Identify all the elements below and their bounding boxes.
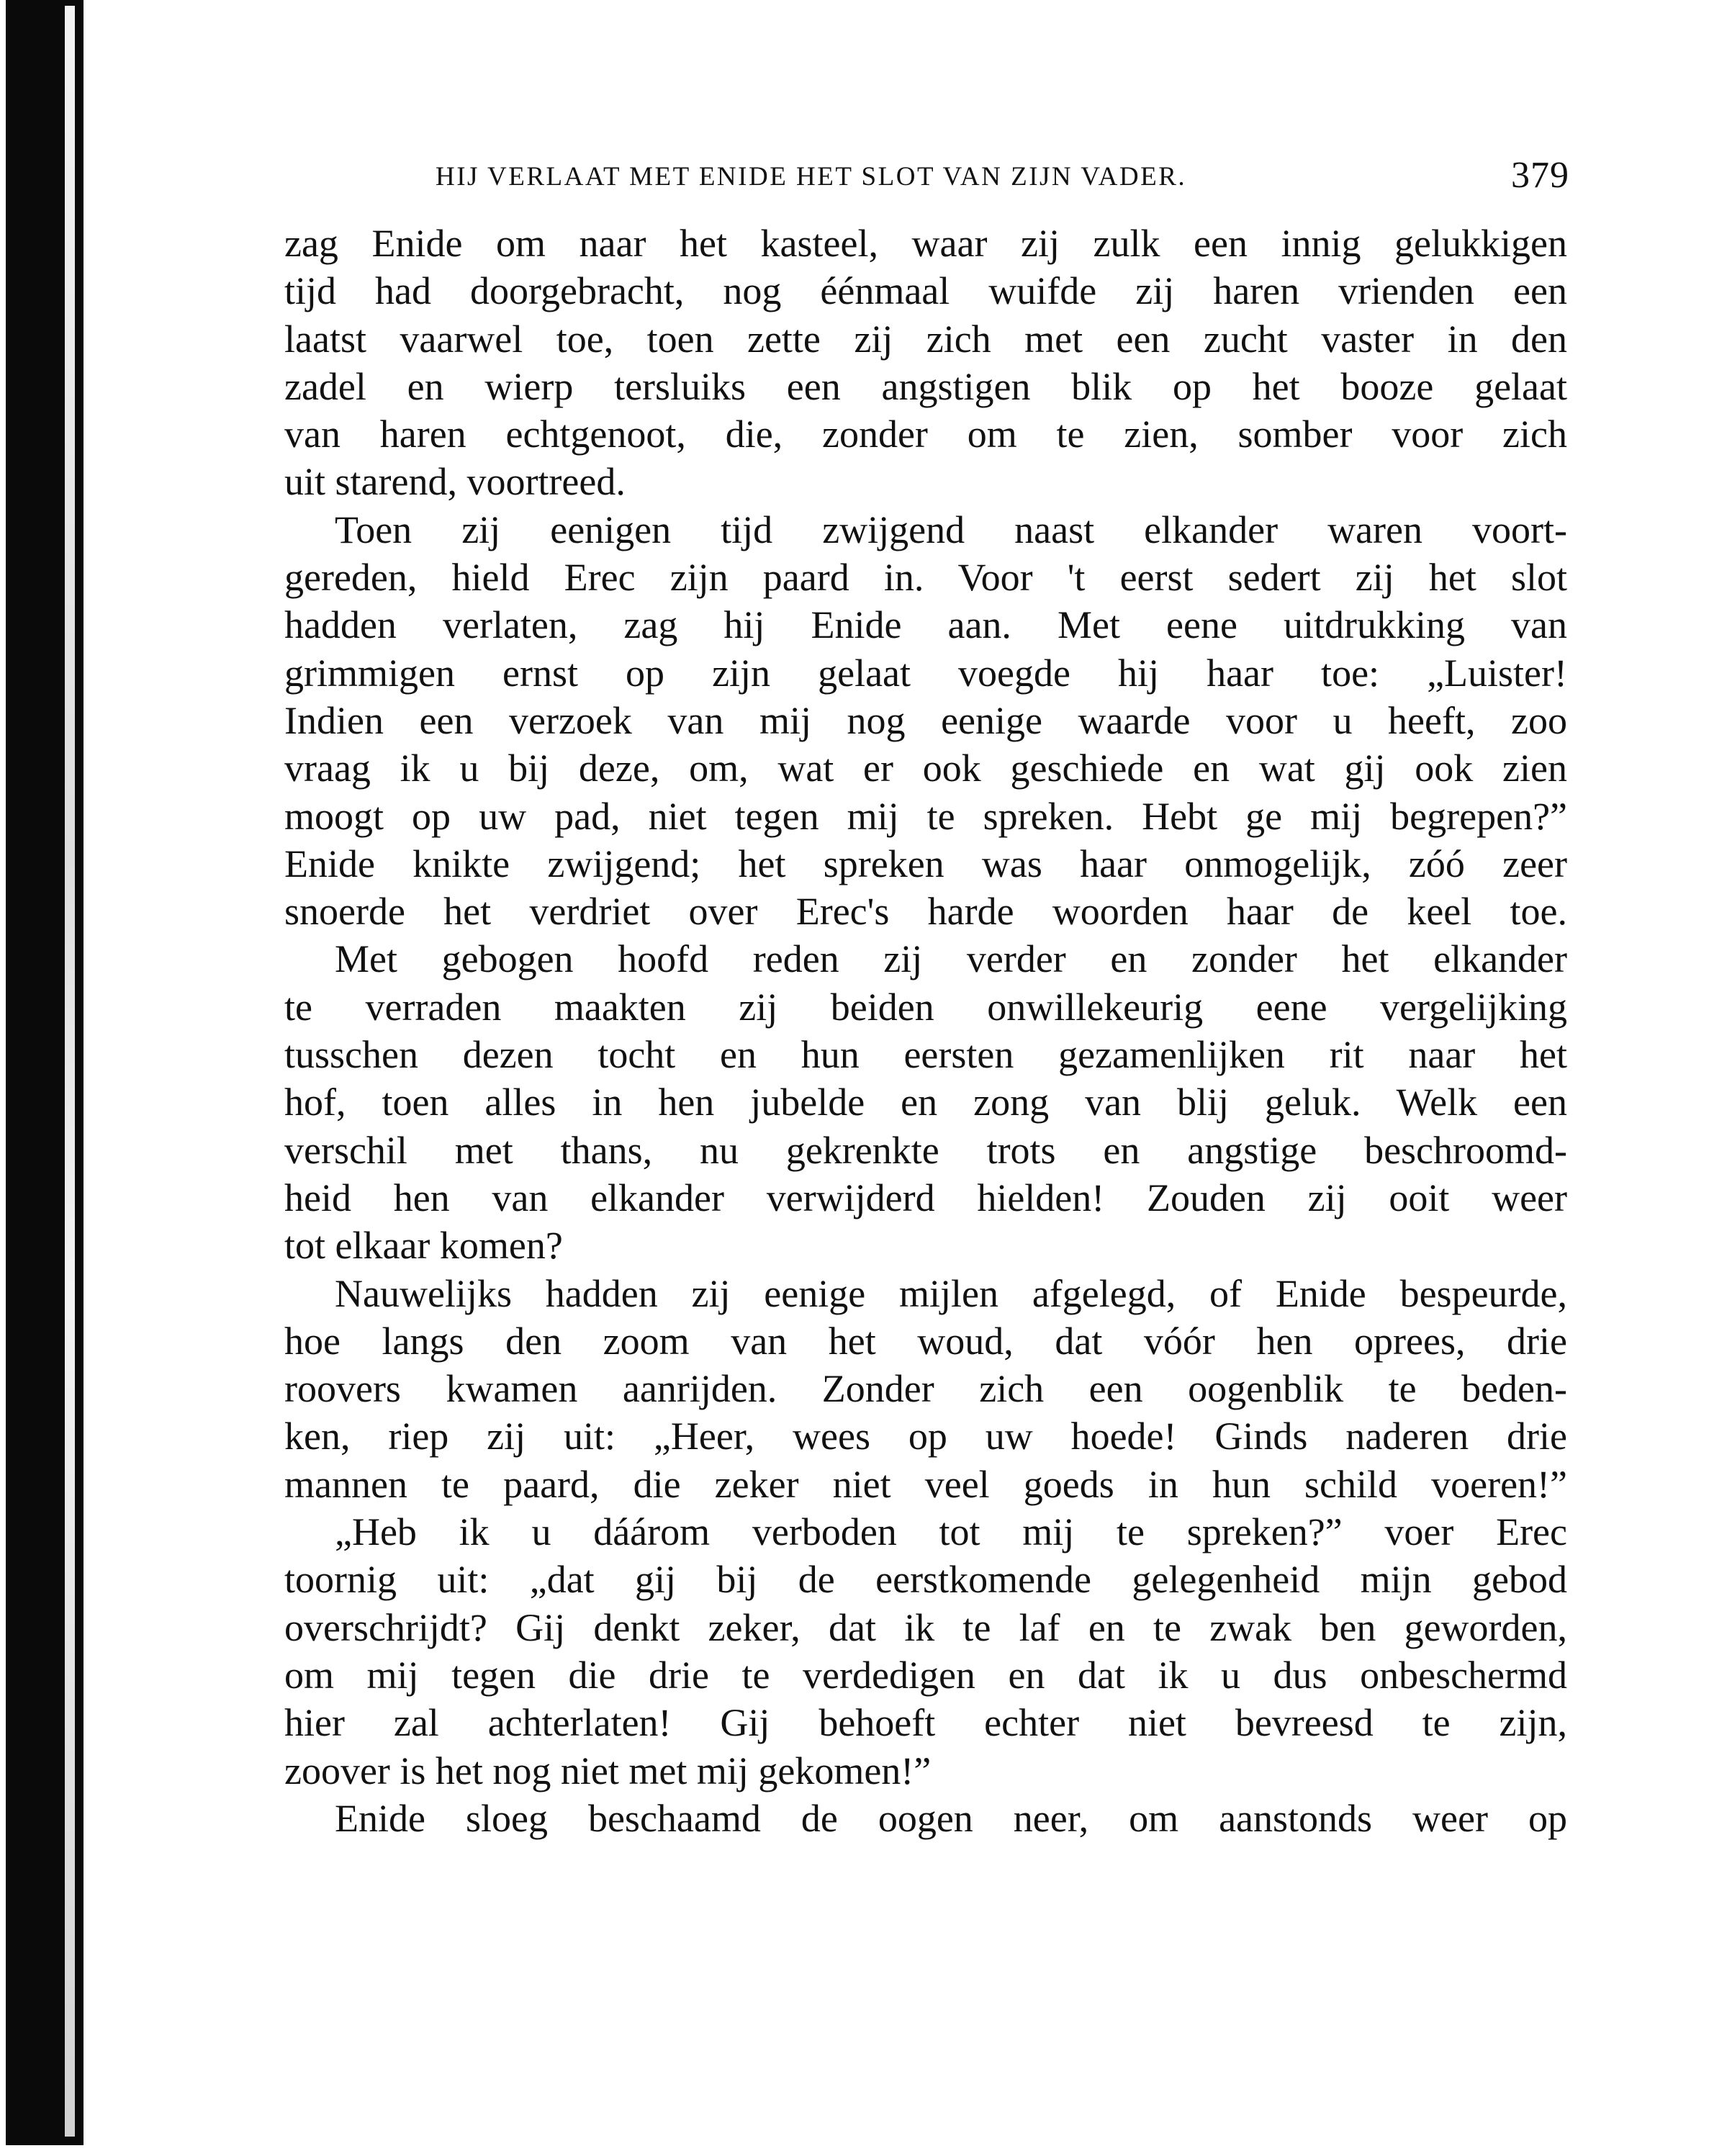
text-line: toornig uit: „dat gij bij de eerstkomende gelegenheid mijn gebod <box>284 1558 1567 1602</box>
text-line: vraag ik u bij deze, om, wat er ook geschiede en wat gij ook zien <box>284 747 1567 790</box>
text-line: van haren echtgenoot, die, zonder om te zien, somber voor zich <box>284 412 1567 456</box>
text-line: heid hen van elkander verwijderd hielden! Zouden zij ooit weer <box>284 1176 1567 1219</box>
text-line: zoover is het nog niet met mij gekomen!” <box>284 1749 932 1792</box>
text-line: „Heb ik u dáárom verboden tot mij te spreken?” voer Erec <box>335 1510 1567 1554</box>
body-text <box>284 220 1567 1842</box>
text-line: roovers kwamen aanrijden. Zonder zich een oogenblik te beden- <box>284 1367 1567 1411</box>
text-line: zadel en wierp tersluiks een angstigen blik op het booze gelaat <box>284 364 1567 408</box>
text-line: ken, riep zij uit: „Heer, wees op uw hoede! Ginds naderen drie <box>284 1415 1567 1458</box>
text-line: Nauwelijks hadden zij eenige mijlen afgelegd, of Enide bespeurde, <box>335 1271 1567 1315</box>
text-line: tijd had doorgebracht, nog éénmaal wuifde zij haren vrienden een <box>284 269 1567 313</box>
binding-highlight-stripe <box>65 6 75 2137</box>
text-line: grimmigen ernst op zijn gelaat voegde hij haar toe: „Luister! <box>284 651 1567 695</box>
text-line: mannen te paard, die zeker niet veel goeds in hun schild voeren!” <box>284 1462 1567 1506</box>
text-line: hof, toen alles in hen jubelde en zong van blij geluk. Welk een <box>284 1081 1567 1124</box>
text-line: snoerde het verdriet over Erec's harde woorden haar de keel toe. <box>284 890 1567 934</box>
text-line: hier zal achterlaten! Gij behoeft echter niet bevreesd te zijn, <box>284 1701 1567 1745</box>
text-line: Toen zij eenigen tijd zwijgend naast elkander waren voort- <box>335 508 1567 551</box>
text-line: om mij tegen die drie te verdedigen en dat ik u dus onbeschermd <box>284 1653 1567 1697</box>
text-line: tot elkaar komen? <box>284 1224 563 1268</box>
text-line: zag Enide om naar het kasteel, waar zij zulk een innig gelukkigen <box>284 222 1567 265</box>
text-line: laatst vaarwel toe, toen zette zij zich met een zucht vaster in den <box>284 317 1567 361</box>
text-line: gereden, hield Erec zijn paard in. Voor 't eerst sedert zij het slot <box>284 556 1567 600</box>
text-line: tusschen dezen tocht en hun eersten gezamenlijken rit naar het <box>284 1033 1567 1077</box>
text-line: Met gebogen hoofd reden zij verder en zonder het elkander <box>335 937 1567 981</box>
text-line: moogt op uw pad, niet tegen mij te spreken. Hebt ge mij begrepen?” <box>284 794 1567 838</box>
text-line: Indien een verzoek van mij nog eenige waarde voor u heeft, zoo <box>284 698 1567 742</box>
text-line: hadden verlaten, zag hij Enide aan. Met eene uitdrukking van <box>284 603 1567 647</box>
text-line: te verraden maakten zij beiden onwillekeurig eene vergelijking <box>284 985 1567 1029</box>
text-line: verschil met thans, nu gekrenkte trots en angstige beschroomd- <box>284 1128 1567 1172</box>
text-line: uit starend, voortreed. <box>284 460 626 504</box>
running-head-title: HIJ VERLAAT MET ENIDE HET SLOT VAN ZIJN VADER. <box>436 162 1187 191</box>
text-line: Enide knikte zwijgend; het spreken was haar onmogelijk, zóó zeer <box>284 842 1567 885</box>
running-head <box>436 154 1569 197</box>
book-binding-edge <box>6 0 84 2145</box>
page-number: 379 <box>1511 155 1569 196</box>
text-line: hoe langs den zoom van het woud, dat vóór hen oprees, drie <box>284 1319 1567 1363</box>
text-line: overschrijdt? Gij denkt zeker, dat ik te laf en te zwak ben geworden, <box>284 1605 1567 1649</box>
text-line: Enide sloeg beschaamd de oogen neer, om aanstonds weer op <box>335 1796 1567 1840</box>
